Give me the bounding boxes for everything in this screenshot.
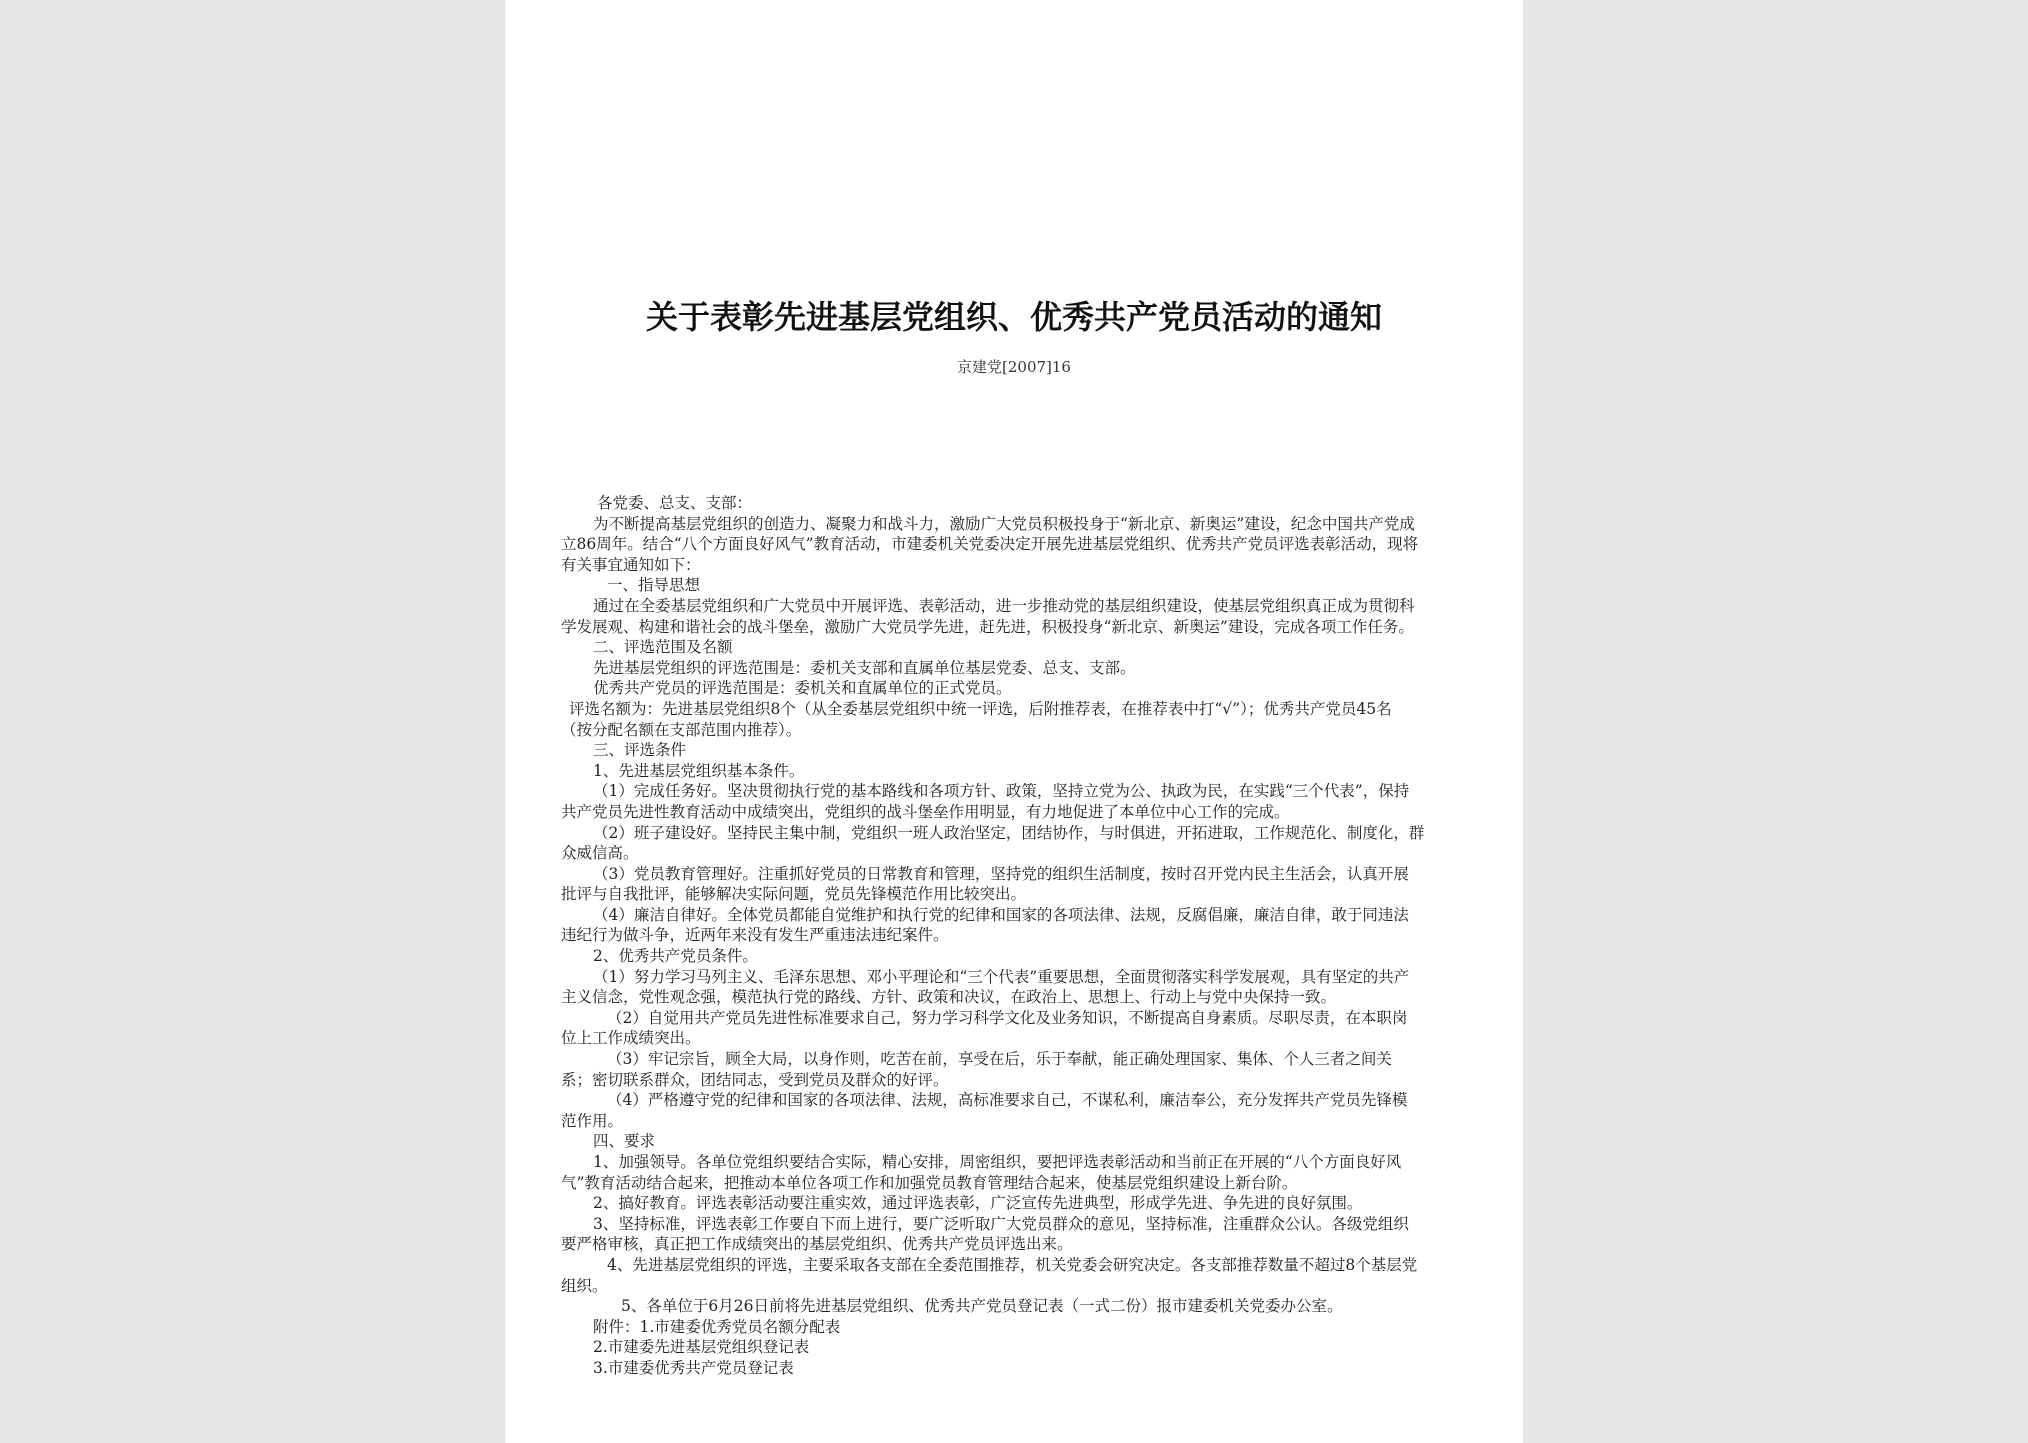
body-line: （2）自觉用共产党员先进性标准要求自己，努力学习科学文化及业务知识，不断提高自身素质。尽职尽责，在本职岗 <box>607 1008 1408 1027</box>
body-line: 有关事宜通知如下： <box>561 555 701 574</box>
body-line: 系；密切联系群众，团结同志，受到党员及群众的好评。 <box>561 1070 949 1089</box>
body-line: 先进基层党组织的评选范围是：委机关支部和直属单位基层党委、总支、支部。 <box>593 658 1136 677</box>
body-line: 3.市建委优秀共产党员登记表 <box>593 1358 794 1377</box>
body-line: 共产党员先进性教育活动中成绩突出，党组织的战斗堡垒作用明显，有力地促进了本单位中心工作的完成。 <box>561 802 1290 821</box>
body-line: 立86周年。结合“八个方面良好风气”教育活动，市建委机关党委决定开展先进基层党组织、优秀共产党员评选表彰活动，现将 <box>561 535 1419 554</box>
body-line: 附件：1.市建委优秀党员名额分配表 <box>593 1317 841 1336</box>
body-line: 为不断提高基层党组织的创造力、凝聚力和战斗力，激励广大党员积极投身于“新北京、新奥运”建设，纪念中国共产党成 <box>593 514 1415 533</box>
document-page <box>505 0 1523 1443</box>
body-line: （1）努力学习马列主义、毛泽东思想、邓小平理论和“三个代表”重要思想，全面贯彻落实科学发展观，具有坚定的共产 <box>593 967 1410 986</box>
body-line: 气”教育活动结合起来，把推动本单位各项工作和加强党员教育管理结合起来，使基层党组织建设上新台阶。 <box>561 1173 1298 1192</box>
body-line: （3）党员教育管理好。注重抓好党员的日常教育和管理，坚持党的组织生活制度，按时召开党内民主生活会，认真开展 <box>593 864 1409 883</box>
body-line: （2）班子建设好。坚持民主集中制，党组织一班人政治坚定，团结协作，与时俱进，开拓进取，工作规范化、制度化，群 <box>593 823 1425 842</box>
body-line: 范作用。 <box>561 1111 624 1130</box>
body-line: 2.市建委先进基层党组织登记表 <box>593 1338 810 1357</box>
body-line: 1、加强领导。各单位党组织要结合实际，精心安排，周密组织，要把评选表彰活动和当前正在开展的“八个方面良好风 <box>593 1153 1402 1171</box>
body-line: （4）严格遵守党的纪律和国家的各项法律、法规，高标准要求自己，不谋私利，廉洁奉公，充分发挥共产党员先锋模 <box>607 1091 1408 1110</box>
body-line: （4）廉洁自律好。全体党员都能自觉维护和执行党的纪律和国家的各项法律、法规，反腐倡廉，廉洁自律，敢于同违法 <box>593 905 1409 924</box>
body-line: 2、优秀共产党员条件。 <box>593 947 758 966</box>
body-line: 批评与自我批评，能够解决实际问题，党员先锋模范作用比较突出。 <box>561 885 1027 904</box>
body-line: 组织。 <box>561 1276 608 1295</box>
body-line: 要严格审核，真正把工作成绩突出的基层党组织、优秀共产党员评选出来。 <box>561 1235 1073 1254</box>
body-line: 3、坚持标准，评选表彰工作要自下而上进行，要广泛听取广大党员群众的意见，坚持标准，注重群众公认。各级党组织 <box>593 1214 1409 1233</box>
body-line: 众威信高。 <box>561 844 639 863</box>
body-line: 主义信念，党性观念强，模范执行党的路线、方针、政策和决议，在政治上、思想上、行动上与党中央保持一致。 <box>561 988 1337 1007</box>
body-line: 位上工作成绩突出。 <box>561 1029 701 1048</box>
body-line: 4、先进基层党组织的评选，主要采取各支部在全委范围推荐，机关党委会研究决定。各支部推荐数量不超过8个基层党 <box>607 1255 1418 1274</box>
document-number: 京建党[2007]16 <box>957 358 1071 376</box>
body-line: 优秀共产党员的评选范围是：委机关和直属单位的正式党员。 <box>593 679 1012 698</box>
body-line: 三、评选条件 <box>593 741 687 760</box>
body-line: （1）完成任务好。坚决贯彻执行党的基本路线和各项方针、政策，坚持立党为公、执政为民，在实践“三个代表”，保持 <box>593 782 1410 801</box>
document-body <box>561 493 1466 1379</box>
body-line: 四、要求 <box>593 1132 656 1151</box>
document-title: 关于表彰先进基层党组织、优秀共产党员活动的通知 <box>645 298 1382 336</box>
body-line: （按分配名额在支部范围内推荐）。 <box>561 720 802 739</box>
body-line: 一、指导思想 <box>607 576 701 595</box>
body-line: 通过在全委基层党组织和广大党员中开展评选、表彰活动，进一步推动党的基层组织建设，使基层党组织真正成为贯彻科 <box>593 596 1415 615</box>
body-line: 评选名额为：先进基层党组织8个（从全委基层党组织中统一评选，后附推荐表，在推荐表中打“√”）；优秀共产党员45名 <box>569 699 1392 718</box>
body-line: （3）牢记宗旨，顾全大局，以身作则，吃苦在前，享受在后，乐于奉献，能正确处理国家、集体、个人三者之间关 <box>607 1050 1392 1069</box>
body-line: 1、先进基层党组织基本条件。 <box>593 761 805 780</box>
body-line: 5、各单位于6月26日前将先进基层党组织、优秀共产党员登记表（一式二份）报市建委机关党委办公室。 <box>621 1297 1343 1316</box>
body-line: 学发展观、构建和谐社会的战斗堡垒，激励广大党员学先进，赶先进，积极投身“新北京、新奥运”建设，完成各项工作任务。 <box>561 617 1414 636</box>
body-line: 各党委、总支、支部： <box>597 494 753 512</box>
body-line: 二、评选范围及名额 <box>593 638 733 657</box>
body-line: 2、搞好教育。评选表彰活动要注重实效，通过评选表彰，广泛宣传先进典型，形成学先进、争先进的良好氛围。 <box>593 1194 1363 1213</box>
body-line: 违纪行为做斗争，近两年来没有发生严重违法违纪案件。 <box>561 926 949 945</box>
